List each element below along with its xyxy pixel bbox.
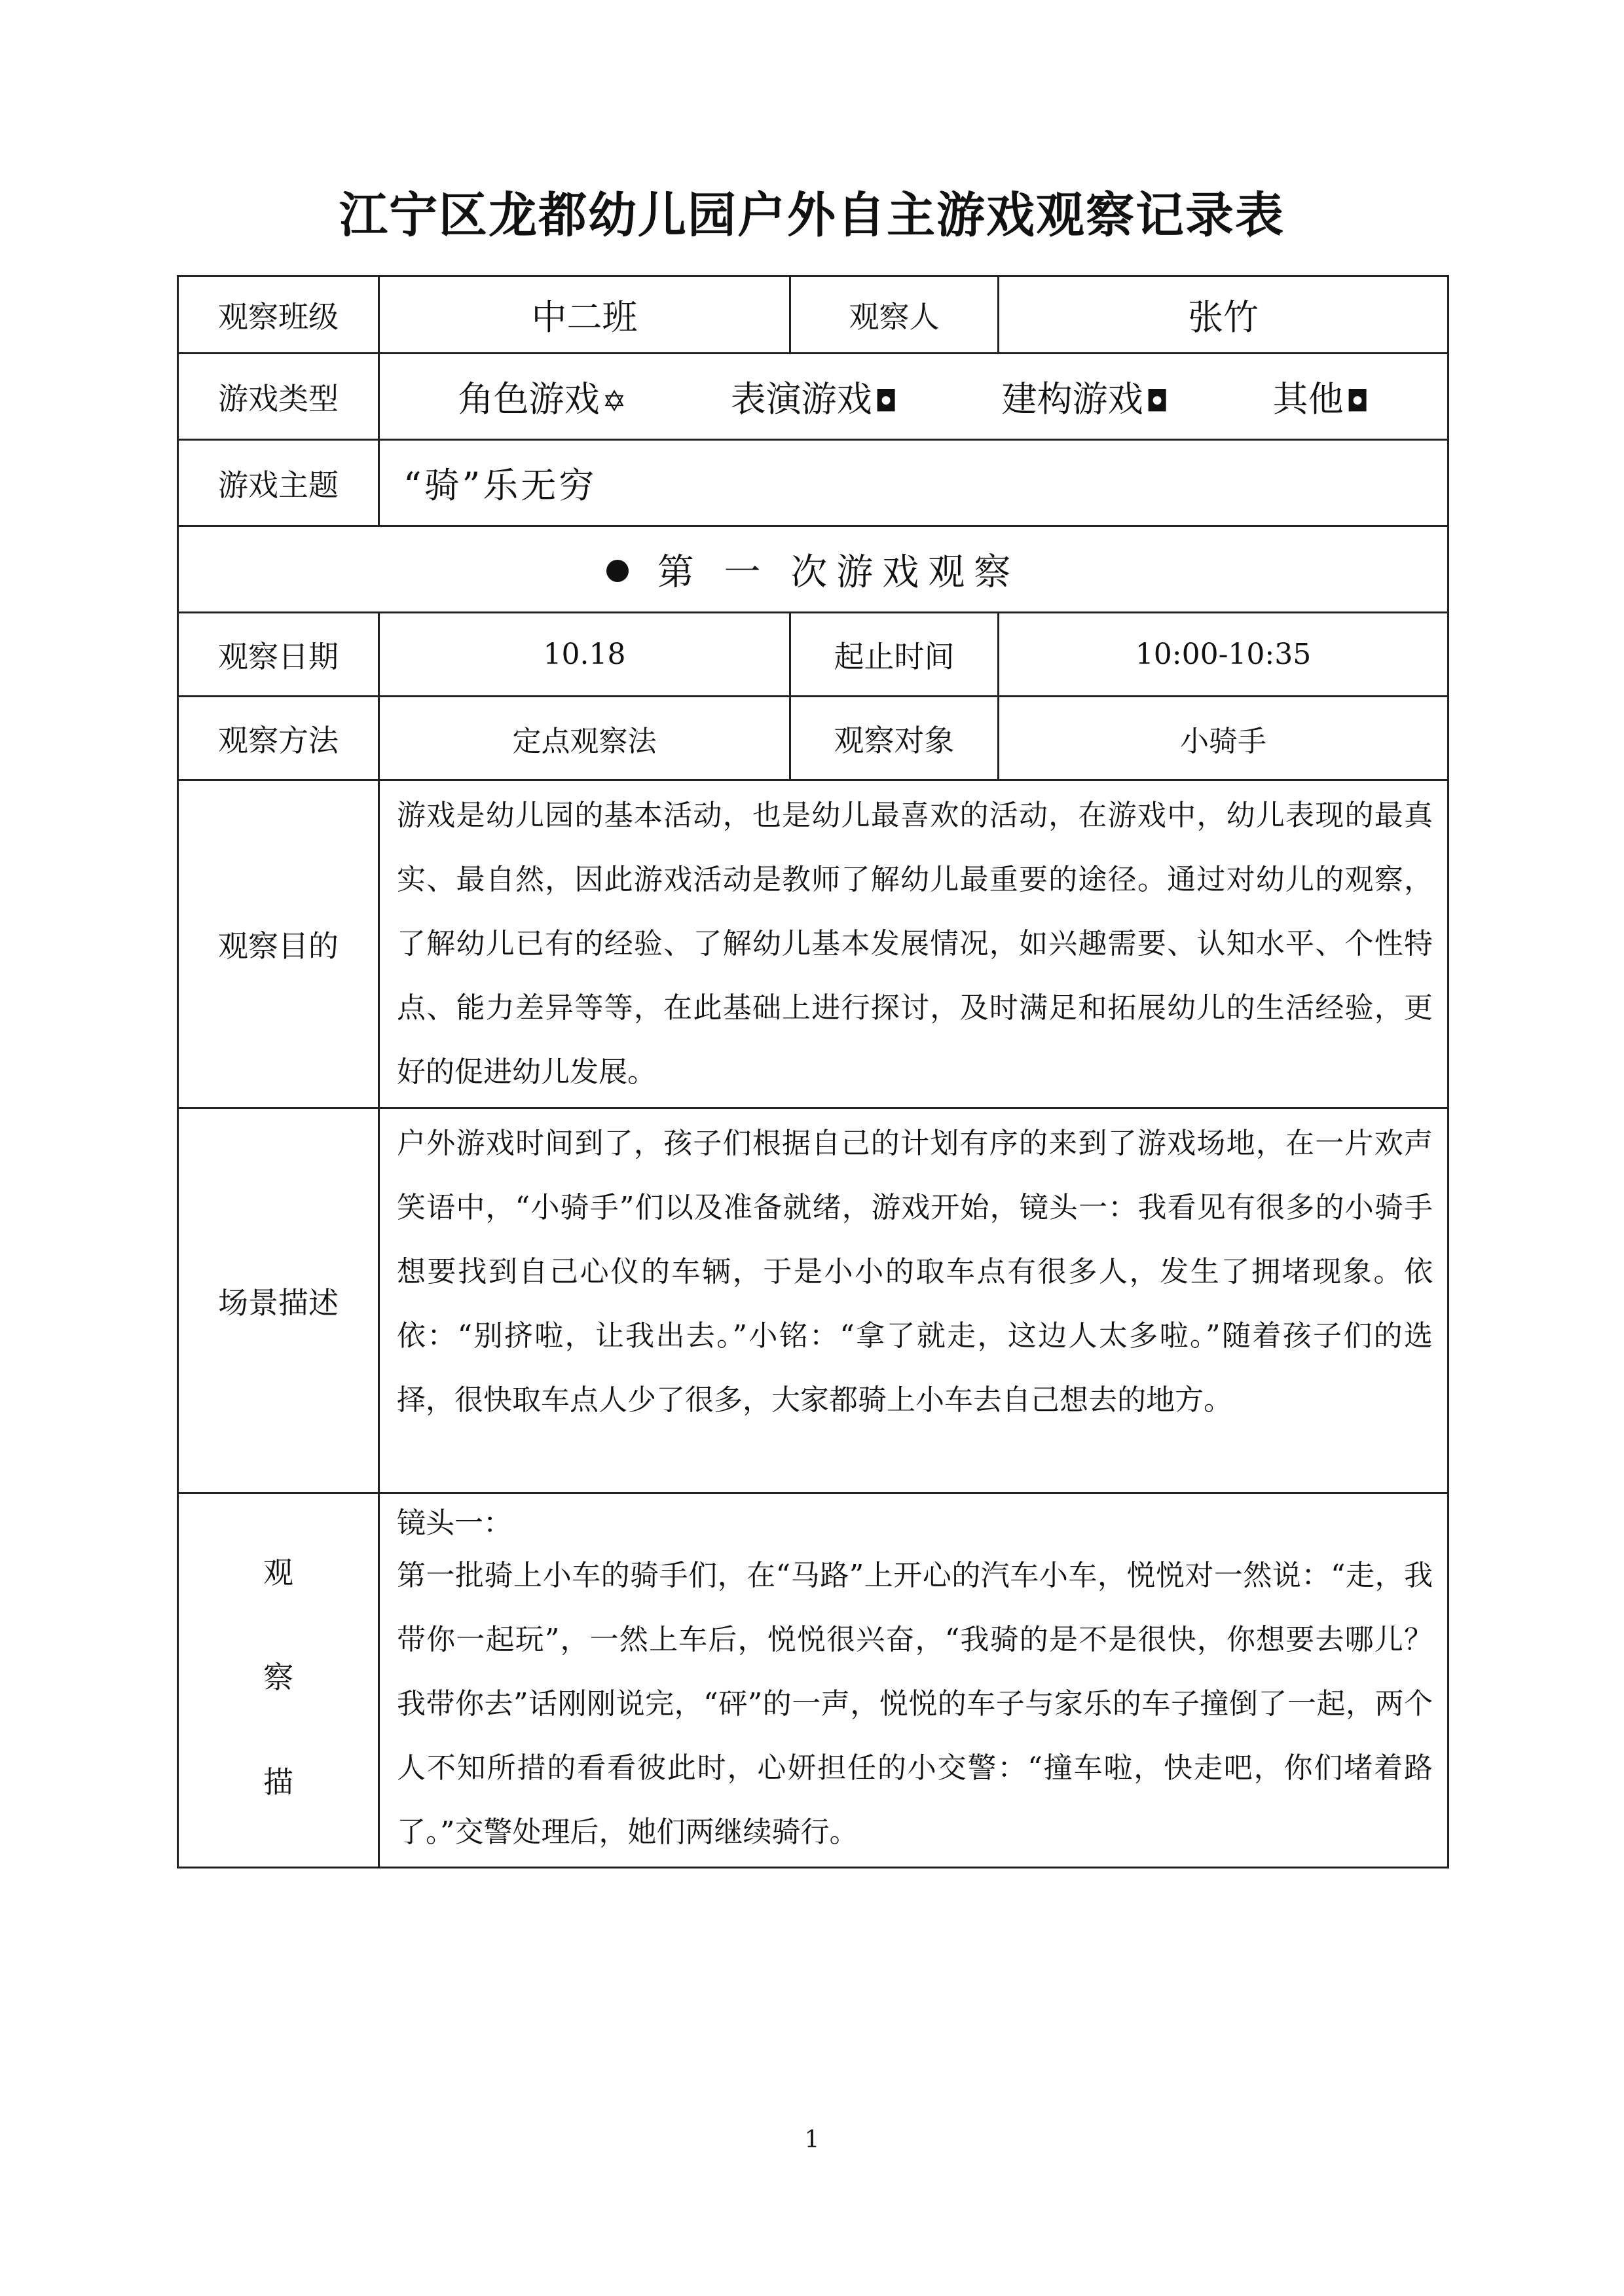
class-label: 观察班级 bbox=[178, 276, 379, 354]
observation-form bbox=[177, 275, 1449, 1868]
session-heading bbox=[178, 526, 1449, 613]
scene-label: 场景描述 bbox=[178, 1108, 379, 1493]
observation-heading: 镜头一： bbox=[397, 1506, 512, 1540]
observation-content bbox=[379, 1493, 1449, 1868]
row-observation bbox=[178, 1493, 1449, 1868]
game-type-other: 其他◘ bbox=[1272, 378, 1369, 420]
target-label: 观察对象 bbox=[790, 697, 999, 780]
row-method bbox=[178, 697, 1449, 780]
time-label: 起止时间 bbox=[790, 613, 999, 697]
theme-label: 游戏主题 bbox=[178, 440, 379, 526]
inverse-bullet-icon: ◘ bbox=[1346, 385, 1369, 418]
inverse-bullet-icon: ◘ bbox=[1145, 385, 1169, 418]
page-title: 江宁区龙都幼儿园户外自主游戏观察记录表 bbox=[339, 187, 1285, 244]
row-date bbox=[178, 613, 1449, 697]
row-scene bbox=[178, 1108, 1449, 1493]
target-value: 小骑手 bbox=[999, 697, 1449, 780]
observation-label bbox=[178, 1493, 379, 1868]
theme-value: “骑”乐无穷 bbox=[379, 440, 1449, 526]
purpose-text: 游戏是幼儿园的基本活动，也是幼儿最喜欢的活动，在游戏中，幼儿表现的最真实、最自然，因此游戏活动是教师了解幼儿最重要的途径。通过对幼儿的观察，了解幼儿已有的经验、了解幼儿基本发展情况，如兴趣需要、认知水平、个性特点、能力差异等等，在此基础上进行探讨，及时满足和拓展幼儿的生活经验，更好的促进幼儿发展。 bbox=[379, 780, 1449, 1108]
game-type-role: 角色游戏✡ bbox=[458, 378, 627, 420]
method-label: 观察方法 bbox=[178, 697, 379, 780]
observation-text: 第一批骑上小车的骑手们，在“马路”上开心的汽车小车，悦悦对一然说：“走，我带你一起玩”，一然上车后，悦悦很兴奋，“我骑的是不是很快，你想要去哪儿？我带你去”话刚刚说完，“砰”的一声，悦悦的车子与家乐的车子撞倒了一起，两个人不知所措的看看彼此时，心妍担任的小交警：“撞车啦，快走吧，你们堵着路了。”交警处理后，她们两继续骑行。 bbox=[397, 1559, 1433, 1849]
observation-label-char: 描 bbox=[263, 1764, 293, 1800]
row-theme bbox=[178, 440, 1449, 526]
row-class bbox=[178, 276, 1449, 354]
page-number: 1 bbox=[804, 2126, 820, 2153]
date-value: 10.18 bbox=[379, 613, 790, 697]
row-purpose bbox=[178, 780, 1449, 1108]
inverse-bullet-icon: ◘ bbox=[874, 385, 898, 418]
bullet-icon bbox=[606, 560, 629, 582]
observer-value: 张竹 bbox=[999, 276, 1449, 354]
date-label: 观察日期 bbox=[178, 613, 379, 697]
class-value: 中二班 bbox=[379, 276, 790, 354]
game-type-performance: 表演游戏◘ bbox=[730, 378, 898, 420]
row-game-type bbox=[178, 354, 1449, 440]
game-type-label: 游戏类型 bbox=[178, 354, 379, 440]
observation-label-char: 观 bbox=[263, 1555, 293, 1590]
method-value: 定点观察法 bbox=[379, 697, 790, 780]
observer-label: 观察人 bbox=[790, 276, 999, 354]
observation-label-char: 察 bbox=[263, 1660, 293, 1695]
game-type-options bbox=[379, 354, 1449, 440]
scene-text: 户外游戏时间到了，孩子们根据自己的计划有序的来到了游戏场地，在一片欢声笑语中，“小骑手”们以及准备就绪，游戏开始，镜头一：我看见有很多的小骑手想要找到自己心仪的车辆，于是小小的取车点有很多人，发生了拥堵现象。依依：“别挤啦，让我出去。”小铭：“拿了就走，这边人太多啦。”随着孩子们的选择，很快取车点人少了很多，大家都骑上小车去自己想去的地方。 bbox=[379, 1108, 1449, 1493]
game-type-construction: 建构游戏◘ bbox=[1001, 378, 1169, 420]
row-session bbox=[178, 526, 1449, 613]
star-icon: ✡ bbox=[602, 385, 627, 418]
purpose-label: 观察目的 bbox=[178, 780, 379, 1108]
time-value: 10:00-10:35 bbox=[999, 613, 1449, 697]
session-title: 第 一 次游戏观察 bbox=[657, 551, 1020, 594]
